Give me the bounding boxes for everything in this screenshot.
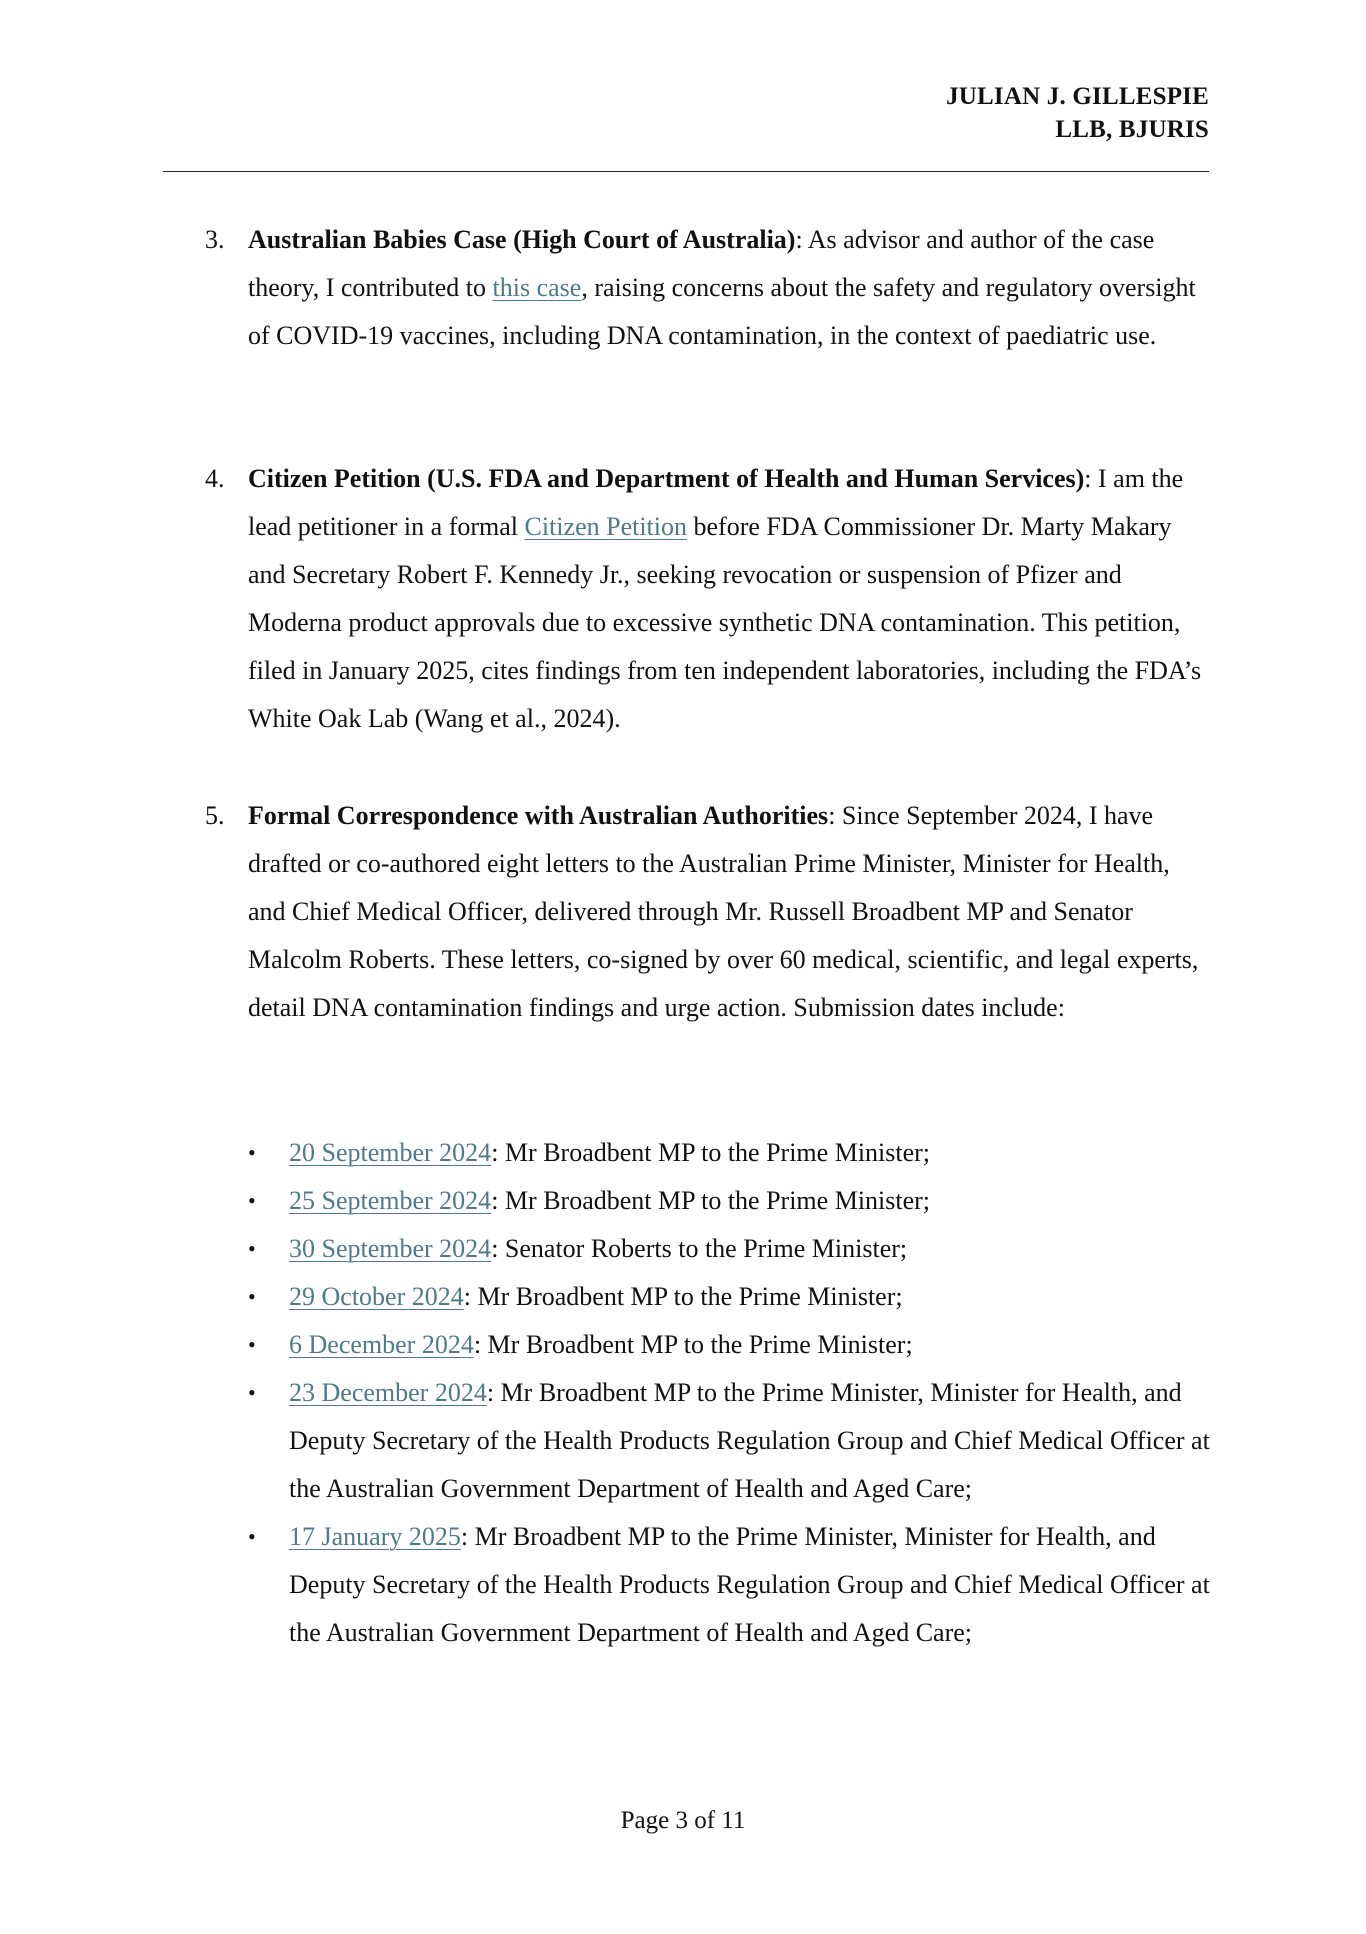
submission-date-link[interactable]: 23 December 2024 bbox=[289, 1378, 487, 1407]
list-item bbox=[248, 1513, 1210, 1657]
list-item bbox=[248, 1369, 1210, 1513]
bullet-icon: • bbox=[248, 1524, 256, 1549]
page-number: Page 3 of 11 bbox=[620, 1807, 746, 1834]
submission-date-link[interactable]: 30 September 2024 bbox=[289, 1234, 492, 1263]
submission-text: : Mr Broadbent MP to the Prime Minister, Minister for Health, and Deputy Secretary of the Health Products Regulation Group and Chief Medical Officer at the Australian Government Department of Health and Aged Care; bbox=[289, 1522, 1210, 1647]
submission-date-link[interactable]: 20 September 2024 bbox=[289, 1138, 492, 1167]
letterhead-name bbox=[946, 80, 1209, 146]
bullet-icon: • bbox=[248, 1380, 256, 1405]
item-text: before FDA Commissioner Dr. Marty Makary and Secretary Robert F. Kennedy Jr., seeking revocation or suspension of Pfizer and Moderna product approvals due to excessive synthetic DNA contamination. This petition, filed in January 2025, cites findings from ten independent laboratories, including the FDA’s White Oak Lab (Wang et al., 2024). bbox=[248, 512, 1202, 733]
submission-date-link[interactable]: 25 September 2024 bbox=[289, 1186, 492, 1215]
this-case-link[interactable]: this case bbox=[492, 273, 582, 302]
bullet-icon: • bbox=[248, 1236, 256, 1261]
item-number: 4. bbox=[205, 464, 225, 493]
item-text: , raising concerns about the safety and regulatory oversight of COVID-19 vaccines, including DNA contamination, in the context of paediatric use. bbox=[248, 273, 1196, 350]
bullet-icon: • bbox=[248, 1332, 256, 1357]
submission-dates-list bbox=[248, 1129, 1210, 1657]
list-item bbox=[248, 1129, 1210, 1177]
submission-text: : Senator Roberts to the Prime Minister; bbox=[491, 1234, 908, 1263]
list-item bbox=[248, 1321, 1210, 1369]
item-text: : I am the lead petitioner in a formal bbox=[248, 464, 1184, 541]
submission-text: : Mr Broadbent MP to the Prime Minister; bbox=[463, 1282, 903, 1311]
bullet-icon: • bbox=[248, 1188, 256, 1213]
list-item bbox=[248, 1273, 1210, 1321]
item-content bbox=[248, 455, 1210, 743]
item-text: : Since September 2024, I have drafted or co-authored eight letters to the Australian Prime Minister, Minister for Health, and Chief Medical Officer, delivered through Mr. Russell Broadbent MP and Senator Malcolm Roberts. These letters, co-signed by over 60 medical, scientific, and legal experts, detail DNA contamination findings and urge action. Submission dates include: bbox=[248, 801, 1199, 1022]
submission-text: : Mr Broadbent MP to the Prime Minister; bbox=[491, 1186, 931, 1215]
bullet-icon: • bbox=[248, 1140, 256, 1165]
item-content bbox=[248, 216, 1210, 360]
numbered-item-5 bbox=[205, 792, 1210, 1032]
item-title: Citizen Petition (U.S. FDA and Department of Health and Human Services) bbox=[248, 464, 1085, 493]
item-content bbox=[248, 792, 1210, 1032]
submission-text: : Mr Broadbent MP to the Prime Minister; bbox=[491, 1138, 931, 1167]
letterhead-name-line1: JULIAN J. GILLESPIE bbox=[946, 83, 1209, 110]
submission-date-link[interactable]: 6 December 2024 bbox=[289, 1330, 474, 1359]
submission-date-link[interactable]: 29 October 2024 bbox=[289, 1282, 464, 1311]
numbered-item-4 bbox=[205, 455, 1210, 743]
submission-text: : Mr Broadbent MP to the Prime Minister, Minister for Health, and Deputy Secretary of the Health Products Regulation Group and Chief Medical Officer at the Australian Government Department of Health and Aged Care; bbox=[289, 1378, 1210, 1503]
list-item bbox=[248, 1177, 1210, 1225]
item-title: Formal Correspondence with Australian Authorities bbox=[248, 801, 829, 830]
item-number: 3. bbox=[205, 225, 225, 254]
item-text: : As advisor and author of the case theory, I contributed to bbox=[248, 225, 1155, 302]
bullet-icon: • bbox=[248, 1284, 256, 1309]
header-divider bbox=[163, 171, 1209, 172]
citizen-petition-link[interactable]: Citizen Petition bbox=[524, 512, 688, 541]
item-title: Australian Babies Case (High Court of Australia) bbox=[248, 225, 796, 254]
submission-text: : Mr Broadbent MP to the Prime Minister; bbox=[473, 1330, 913, 1359]
item-number: 5. bbox=[205, 801, 225, 830]
numbered-item-3 bbox=[205, 216, 1210, 360]
letterhead-credentials-line: LLB, BJURIS bbox=[1055, 116, 1209, 143]
list-item bbox=[248, 1225, 1210, 1273]
submission-date-link[interactable]: 17 January 2025 bbox=[289, 1522, 461, 1551]
